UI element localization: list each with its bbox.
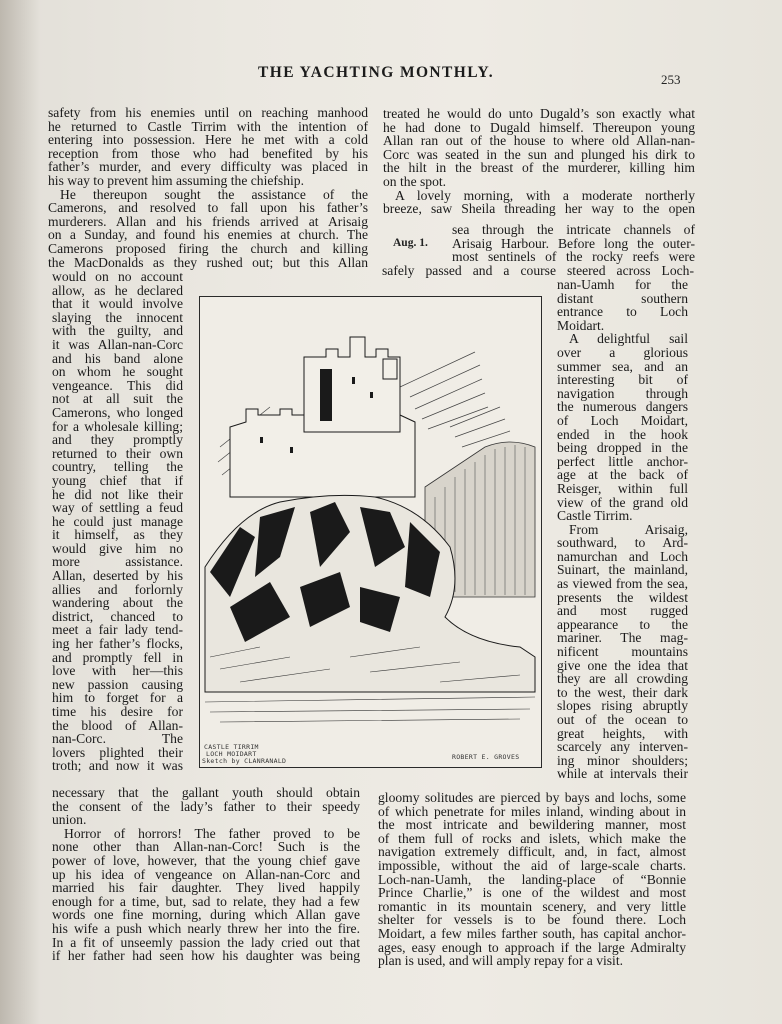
text-line: the numerous dangers [557, 399, 688, 415]
text-line: summer sea, and an [557, 358, 688, 374]
text-line: he returned to Castle Tirrim with the intention of [48, 118, 368, 134]
text-line: on a Sunday, and found his enemies at church. The [48, 227, 368, 243]
text-line: A delightful sail [569, 331, 688, 347]
text-line: the MacDonalds as they rushed out; but this Allan [48, 254, 368, 270]
text-line: returned to their own [52, 445, 183, 461]
right-column-narrow [557, 278, 688, 781]
text-line: allies and forlornly [52, 581, 183, 597]
text-line: slopes rising abruptly [557, 698, 688, 714]
text-line: plan is used, and will amply repay for a visit. [378, 953, 624, 969]
text-line: troth; and now it was [52, 758, 183, 774]
text-line: power of love, however, that the young chief gave [52, 852, 360, 868]
right-column-indented [452, 223, 695, 264]
text-line: distant southern [557, 290, 688, 306]
text-line: Loch-nan-Uamh, the landing-place of “Bonnie [378, 871, 686, 887]
text-line: Moidart, a few miles farther south, has capital anchor- [378, 925, 686, 941]
text-line: the consent of the lady’s father to their speedy [52, 798, 360, 814]
text-line: the hilt in the breast of the murderer, killing him [383, 160, 695, 176]
text-line: ing her father’s flocks, [52, 636, 183, 652]
figure-caption-line-1: CASTLE TIRRIM [204, 743, 259, 751]
text-line: slaying the innocent [52, 309, 183, 325]
text-line: murderers. Allan and his friends arrived at Arisaig [48, 213, 368, 229]
text-line: scarcely any interven- [557, 739, 688, 755]
text-line: words one fine morning, during which Allan gave [52, 907, 360, 923]
castle-illustration [199, 296, 542, 768]
text-line: time his desire for [52, 704, 183, 719]
figure-caption-line-3: Sketch by CLANRANALD [202, 757, 287, 765]
text-line: him to forget for a [52, 690, 183, 706]
text-line: ended in the hook [557, 426, 688, 442]
text-line: give one the idea that [557, 657, 688, 673]
text-line: as viewed from the sea, [557, 576, 688, 592]
text-line: Reisger, within full [557, 480, 688, 496]
text-line: up his idea of vengeance on Allan-nan-Corc and [52, 866, 360, 882]
text-line: would give him no [52, 540, 183, 556]
text-line: In a fit of unseemly passion the lady cried out that [52, 934, 360, 950]
text-line: navigation through [557, 385, 688, 401]
text-line: ages, easy enough to approach if the large Admiralty [378, 939, 686, 955]
text-line: From Arisaig, [569, 521, 688, 537]
text-line: on the spot. [383, 173, 447, 189]
binding-shadow [0, 0, 40, 1024]
text-line: Horror of horrors! The father proved to be [64, 825, 360, 841]
text-line: union. [52, 812, 87, 828]
text-line: impossible, without the aid of large-scale charts. [378, 857, 686, 873]
text-line: nificent mountains [557, 644, 688, 660]
text-line: meet a fair lady tend- [52, 622, 183, 638]
text-line: sea through the intricate channels of [452, 222, 695, 237]
text-line: Allan ran out of the house to where old Allan-nan- [383, 133, 695, 149]
text-line: gloomy solitudes are pierced by bays and lochs, some [378, 790, 686, 805]
text-line: being dropped in the [557, 440, 688, 456]
text-line: Prince Charlie,” is one of the wildest and most [378, 885, 686, 901]
text-line: perfect little anchor- [557, 453, 688, 469]
text-line: of which penetrate for miles inland, winding about in [378, 803, 686, 819]
running-title: THE YACHTING MONTHLY. [258, 64, 494, 81]
text-line: and promptly fell in [52, 649, 183, 665]
text-line: view of the grand old [557, 494, 688, 510]
text-line: Camerons proposed firing the church and killing [48, 240, 368, 256]
text-line: A lovely morning, with a moderate northerly [395, 187, 695, 203]
text-line: entrance to Loch [557, 304, 688, 320]
text-line: appearance to the [557, 616, 688, 632]
text-line: breeze, saw Sheila threading her way to the open [383, 201, 695, 217]
right-column-top [383, 107, 695, 216]
castle-sketch [200, 297, 541, 767]
text-line: way of settling a feud [52, 500, 183, 516]
artist-signature: ROBERT E. GROVES [452, 753, 520, 761]
text-line: presents the wildest [557, 589, 688, 605]
text-line: Allan, deserted by his [52, 568, 183, 584]
text-line: the blood of Allan- [52, 717, 183, 733]
text-line: of them full of rocks and islets, which make the [378, 830, 686, 846]
text-line: of Loch Moidart, [557, 412, 688, 428]
text-line: with the guilty, and [52, 323, 183, 339]
text-line: father’s murder, and every difficulty was placed in [48, 159, 368, 175]
text-line: Camerons, and resolved to fall upon his father’s [48, 200, 368, 216]
text-line: for a wholesale killing; [52, 418, 183, 434]
text-line: interesting bit of [557, 372, 688, 388]
text-line: to the west, their dark [557, 684, 688, 700]
text-line: Moidart. [557, 317, 605, 333]
text-line: safety from his enemies until on reaching manhood [48, 105, 368, 120]
text-line: and most rugged [557, 603, 688, 619]
text-line: and they promptly [52, 432, 183, 448]
text-line: shelter for vessels is to be found there. Loch [378, 912, 686, 928]
text-line: most sentinels of the rocky reefs were [452, 249, 695, 265]
text-line: he could just manage [52, 513, 183, 529]
text-line: on whom he sought [52, 364, 183, 380]
text-line: Arisaig Harbour. Before long the outer- [452, 235, 695, 251]
text-line: district, chanced to [52, 608, 183, 624]
text-line: lovers plighted their [52, 744, 183, 760]
text-line: allow, as he declared [52, 282, 183, 298]
text-line: new passion causing [52, 676, 183, 692]
text-line: treated he would do unto Dugald’s son exactly what [383, 106, 695, 121]
text-line: wandering about the [52, 595, 183, 611]
text-line: married his fair daughter. They lived happily [52, 880, 360, 896]
text-line: he did not like their [52, 486, 183, 502]
text-line: Castle Tirrim. [557, 508, 633, 524]
text-line: it was Allan-nan-Corc [52, 336, 183, 352]
text-line: Suinart, the mainland, [557, 562, 688, 578]
text-line: they are all crowding [557, 671, 688, 687]
text-line: over a glorious [557, 344, 688, 360]
text-line: safely passed and a course steered across Loch- [382, 263, 694, 278]
margin-date-note: Aug. 1. [393, 237, 428, 249]
text-line: that it would involve [52, 296, 183, 312]
text-line: navigation extremely difficult, and, in fact, almost [378, 844, 686, 860]
text-line: he had done to Dugald himself. Thereupon young [383, 119, 695, 135]
text-line: romantic in its mountain scenery, and very little [378, 898, 686, 914]
text-line: more assistance. [52, 554, 183, 570]
text-line: would on no account [52, 269, 183, 284]
page-header [0, 64, 782, 94]
text-line: while at intervals their [557, 766, 688, 782]
text-line: not at all suit the [52, 391, 183, 407]
text-line: the most intricate and bewildering manner, most [378, 817, 686, 833]
text-line: enough for a time, but, sad to relate, they had a few [52, 893, 360, 909]
right-column-bottom [378, 791, 686, 968]
text-line: entering into possession. Here he met with a cold [48, 132, 368, 148]
text-line: love with her—this [52, 663, 183, 679]
text-line: vengeance. This did [52, 377, 183, 393]
text-line: Corc was seated in the sun and plunged his dirk to [383, 146, 695, 162]
text-line: age at the back of [557, 467, 688, 483]
text-line: none other than Allan-nan-Corc! Such is the [52, 839, 360, 855]
text-line: his way to prevent him assuming the chiefship. [48, 172, 304, 188]
text-line: He thereupon sought the assistance of the [60, 186, 368, 202]
right-column-full-line [382, 264, 694, 278]
text-line: great heights, with [557, 725, 688, 741]
left-column-bottom [52, 786, 360, 963]
text-line: his wife a push which nearly threw her into the fire. [52, 920, 360, 936]
text-line: mariner. The mag- [557, 630, 688, 646]
text-line: southward, to Ard- [557, 535, 688, 551]
left-column-top [48, 106, 368, 269]
text-line: it himself, as they [52, 527, 183, 543]
page-number: 253 [661, 72, 681, 87]
figure-caption-line-2: LOCH MOIDART [206, 750, 257, 758]
text-line: reception from those who had benefited by his [48, 145, 368, 161]
text-line: Camerons, who longed [52, 404, 183, 420]
text-line: country, telling the [52, 459, 183, 475]
text-line: nan-Corc. The [52, 731, 183, 747]
text-line: nan-Uamh for the [557, 277, 688, 292]
text-line: and his band alone [52, 350, 183, 366]
text-line: if her father had seen how his daughter was being [52, 948, 360, 964]
text-line: out of the ocean to [557, 712, 688, 727]
text-line: young chief that if [52, 472, 183, 488]
text-line: namurchan and Loch [557, 548, 688, 564]
text-line: necessary that the gallant youth should obtain [52, 785, 360, 800]
left-column-narrow [52, 270, 183, 773]
text-line: ing minor shoulders; [557, 752, 688, 768]
